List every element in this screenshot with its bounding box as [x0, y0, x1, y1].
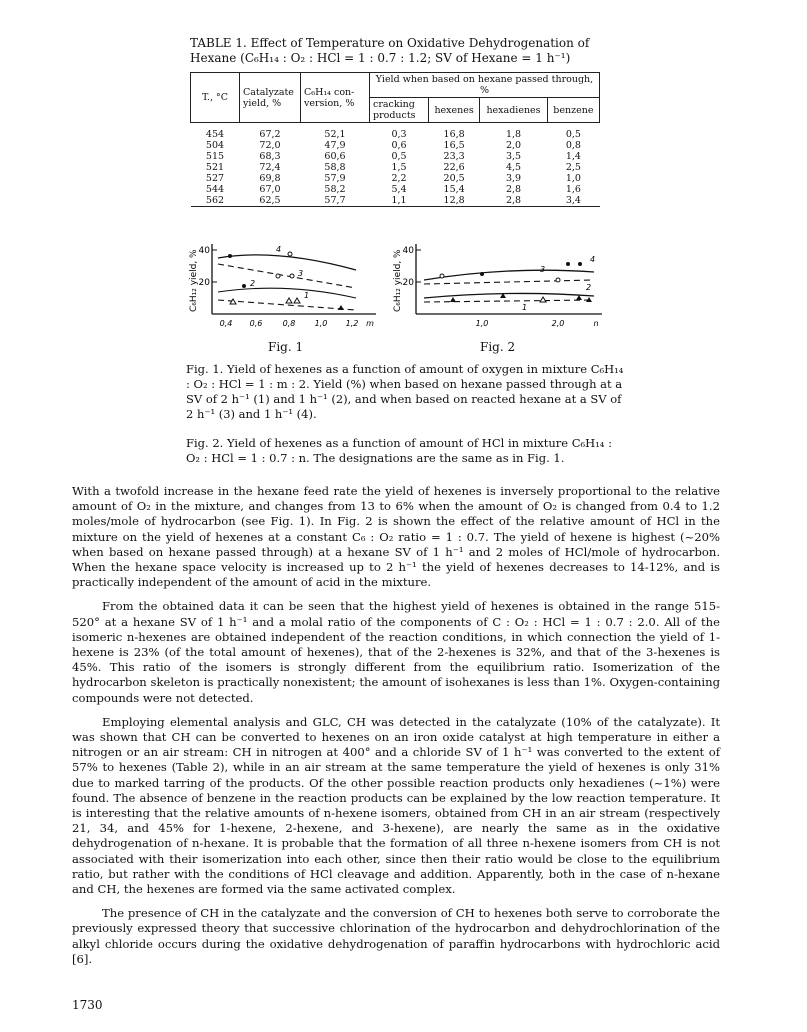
table-cell: 15,4: [443, 184, 465, 195]
table-cell: 0,6: [391, 140, 407, 151]
table-cell: 521: [205, 162, 225, 173]
fig1-point: [294, 298, 300, 303]
fig1-ytick-label-40: 40: [198, 246, 210, 256]
fig2-point: [566, 262, 570, 266]
table-cell: 2,5: [565, 162, 581, 173]
paragraph-2: From the obtained data it can be seen that the highest yield of hexenes is obtained in the range 515-520° at a hexane SV of 1 h⁻¹ and a molal ratio of the components of C : O₂ : HCl = 1 : 0.7 : 2.0. All of the isomeric n-hexenes are obtained independent of the reaction conditions, in which connection the yield of 1-hexene is 23% (of the total amount of hexenes), that of the 2-hexenes is 32%, and that of the 3-hexenes is 45%. This ratio of the isomers is strongly different from the equilibrium ratio. Isomerization of the hydrocarbon skeleton is practically nonexistent; the amount of isohexanes is less than 1%. Oxygen-containing compounds were not detected.: [72, 599, 720, 705]
fig2-caption: Fig. 2. Yield of hexenes as a function of amount of HCl in mixture C₆H₁₄ : O₂ : HCl = 1 : 0.7 : n. The designations are the same as in Fig. 1.: [186, 436, 612, 465]
table-caption: [190, 36, 620, 66]
table-row: [191, 184, 600, 195]
fig2-point: [556, 278, 560, 282]
page-number: 1730: [72, 998, 103, 1012]
fig2-ylabel: C₆H₁₂ yield, %: [393, 249, 403, 312]
fig2-curve-labels: [522, 255, 595, 312]
fig1-ytick-label-20: 20: [198, 278, 210, 288]
fig1-point: [290, 274, 294, 278]
fig2-xtick-0: 1,0: [475, 319, 489, 328]
table-row: [191, 173, 600, 184]
header-cracking: cracking products: [370, 98, 429, 123]
fig2-point: [480, 272, 484, 276]
figure-1: [186, 240, 386, 340]
fig1-point: [276, 274, 280, 278]
table-cell: 1,6: [565, 184, 581, 195]
fig1-xtick-2: 0,8: [282, 319, 296, 328]
table-cell: 3,5: [505, 151, 522, 162]
table-caption-line2: Hexane (C₆H₁₄ : O₂ : HCl = 1 : 0.7 : 1.2; SV of Hexane = 1 h⁻¹): [190, 51, 571, 65]
table-cell: 57,7: [324, 195, 346, 206]
fig1-xticks: [220, 319, 374, 328]
table-cell: 504: [205, 140, 225, 151]
table-cell: 67,2: [259, 129, 281, 140]
table-row: [191, 151, 600, 162]
table-cell: 4,5: [505, 162, 522, 173]
fig2-curve-label-3: 3: [540, 265, 546, 274]
fig1-curve-label-4: 4: [276, 245, 282, 254]
header-yield-group: Yield when based on hexane passed through, %: [370, 73, 600, 98]
table-cell: 3,4: [565, 195, 581, 206]
table-cell: 2,2: [391, 173, 407, 184]
header-hexenes: hexenes: [429, 98, 480, 123]
fig2-curve-3: [424, 280, 594, 284]
header-temp: T., °C: [191, 73, 240, 123]
fig2-curve-4: [424, 270, 594, 280]
table-cell: 67,0: [259, 184, 281, 195]
table-cell: 1,8: [505, 129, 522, 140]
table-cell: 12,8: [443, 195, 465, 206]
fig1-curve-label-1: 1: [304, 291, 310, 300]
fig2-xtick-1: 2,0: [551, 319, 565, 328]
fig1-caption: Fig. 1. Yield of hexenes as a function of amount of oxygen in mixture C₆H₁₄ : O₂ : HCl = 1 : m : 2. Yield (%) when based on hexane passed through at a SV of 2 h⁻¹ (1) and 1 h⁻¹ (2), and when based on reacted hexane at a SV of 2 h⁻¹ (3) and 1 h⁻¹ (4).: [186, 362, 624, 421]
fig2-xticks: [476, 319, 599, 328]
table-cell: 2,0: [505, 140, 522, 151]
header-benzene: benzene: [547, 98, 599, 123]
paragraph-4: The presence of CH in the catalyzate and the conversion of CH to hexenes both serve to corroborate the previously expressed theory that successive chlorination of the hydrocarbon and dehydrochlorination of the alkyl chloride occurs during the oxidative dehydrogenation of paraffin hydrocarbons with hydrochloric acid [6].: [72, 906, 720, 966]
figure-2-plot: [390, 240, 610, 340]
fig2-point: [450, 297, 456, 302]
fig1-curve-label-3: 3: [298, 269, 304, 278]
table-cell: 527: [205, 173, 225, 184]
fig1-xtick-3: 1,0: [314, 319, 328, 328]
figure-1-plot: [186, 240, 386, 340]
fig2-curve-label-4: 4: [590, 255, 596, 264]
table-cell: 16,5: [443, 140, 465, 151]
table-cell: 562: [205, 195, 225, 206]
fig2-xvar: n: [593, 319, 599, 328]
table-cell: 22,6: [443, 162, 465, 173]
table-cell: 52,1: [324, 129, 346, 140]
fig1-xtick-0: 0,4: [219, 319, 233, 328]
fig1-point: [230, 299, 236, 304]
table-row: [191, 162, 600, 173]
paragraph-3: Employing elemental analysis and GLC, CH was detected in the catalyzate (10% of the catalyzate). It was shown that CH can be converted to hexenes on an iron oxide catalyst at high temperature in either a nitrogen or an air stream: CH in nitrogen at 400° and a chloride SV of 1 h⁻¹ was converted to the extent of 57% to hexenes (Table 2), while in an air stream at the same temperature the yield of hexenes is only 31% due to marked tarring of the products. Of the other possible reaction products only hexadienes (~1%) were found. The absence of benzene in the reaction products can be explained by the low reaction temperature. It is interesting that the relative amounts of n-hexene isomers, obtained from CH in an air stream (respectively 21, 34, and 45% for 1-hexene, 2-hexene, and 3-hexene), are nearly the same as in the oxidative dehydrogenation of n-hexane. It is probable that the formation of all three n-hexene isomers from CH is not associated with their isomerization into each other, since then their ratio would be close to the equilibrium ratio, but rather with the conditions of HCl cleavage and addition. Apparently, both in the case of n-hexane and CH, the hexenes are formed via the same activated complex.: [72, 714, 720, 897]
table-cell: 58,8: [324, 162, 346, 173]
table-cell: 2,8: [505, 184, 522, 195]
table-cell: 5,4: [391, 184, 407, 195]
table-cell: 72,4: [259, 162, 281, 173]
body-text: [72, 484, 720, 976]
fig1-label: Fig. 1: [268, 340, 304, 354]
table-row: [191, 140, 600, 151]
fig1-markers: [228, 252, 344, 310]
fig1-ylabel: C₆H₁₂ yield, %: [189, 249, 199, 312]
table-cell: 16,8: [443, 129, 465, 140]
table-cell: 0,8: [565, 140, 581, 151]
fig2-ytick-label-20: 20: [402, 278, 414, 288]
table-caption-line1: TABLE 1. Effect of Temperature on Oxidative Dehydrogenation of: [190, 36, 590, 50]
table-body: [191, 123, 600, 207]
fig1-point: [338, 305, 344, 310]
figure-2: [390, 240, 610, 340]
table-cell: 60,6: [324, 151, 346, 162]
table-cell: 0,5: [391, 151, 407, 162]
fig1-curve-label-2: 2: [250, 279, 256, 288]
fig2-curve-1: [424, 300, 594, 302]
table-cell: 1,1: [391, 195, 407, 206]
table-cell: 1,0: [565, 173, 581, 184]
table-cell: 1,5: [391, 162, 407, 173]
table-cell: 2,8: [505, 195, 522, 206]
table-cell: 57,9: [324, 173, 346, 184]
fig1-curve-labels: [250, 245, 309, 300]
header-catalyzate: Catalyzate yield, %: [240, 73, 301, 123]
fig1-xtick-1: 0,6: [249, 319, 263, 328]
fig1-xtick-4: 1,2: [345, 319, 359, 328]
table-cell: 47,9: [324, 140, 346, 151]
fig2-label: Fig. 2: [480, 340, 516, 354]
table-row: [191, 123, 600, 141]
table-cell: 1,4: [565, 151, 581, 162]
fig1-curve-2: [218, 288, 356, 298]
table-cell: 58,2: [324, 184, 346, 195]
paragraph-1: With a twofold increase in the hexane feed rate the yield of hexenes is inversely proportional to the relative amount of O₂ in the mixture, and changes from 13 to 6% when the amount of O₂ is changed from 0.4 to 1.2 moles/mole of hydrocarbon (see Fig. 1). In Fig. 2 is shown the effect of the relative amount of HCl in the mixture on the yield of hexenes at a constant C₆ : O₂ ratio = 1 : 0.7. The yield of hexene is highest (~20% when based on hexane passed through) at a hexane SV of 1 h⁻¹ and 2 moles of HCl/mole of hydrocarbon. When the hexane space velocity is increased up to 2 h⁻¹ the yield of hexenes decreases to 14-12%, and is practically independent of the amount of acid in the mixture.: [72, 484, 720, 590]
table-cell: 0,3: [391, 129, 407, 140]
table-cell: 454: [205, 129, 225, 140]
fig1-point: [286, 298, 292, 303]
table-cell: 69,8: [259, 173, 281, 184]
table-cell: 23,3: [443, 151, 465, 162]
fig1-point: [288, 252, 292, 256]
temperature-table: [190, 72, 600, 207]
fig2-curve-2: [424, 293, 594, 298]
fig2-point: [440, 274, 444, 278]
fig1-xvar: m: [366, 319, 374, 328]
table-cell: 3,9: [505, 173, 522, 184]
fig1-point: [228, 254, 232, 258]
table-cell: 68,3: [259, 151, 281, 162]
fig2-curve-label-2: 2: [586, 283, 592, 292]
table-cell: 0,5: [565, 129, 581, 140]
table-row: [191, 195, 600, 207]
header-conversion: C₆H₁₄ con-version, %: [301, 73, 370, 123]
table-cell: 62,5: [259, 195, 281, 206]
table-cell: 72,0: [259, 140, 281, 151]
fig2-ytick-label-40: 40: [402, 246, 414, 256]
fig2-curve-label-1: 1: [522, 303, 528, 312]
fig1-point: [242, 284, 246, 288]
fig1-curve-3: [218, 264, 356, 288]
table-cell: 515: [205, 151, 225, 162]
header-hexadienes: hexadienes: [480, 98, 548, 123]
fig2-point: [540, 297, 546, 302]
table-cell: 20,5: [443, 173, 465, 184]
table-cell: 544: [205, 184, 225, 195]
fig2-point: [578, 262, 582, 266]
fig2-point: [586, 297, 592, 302]
